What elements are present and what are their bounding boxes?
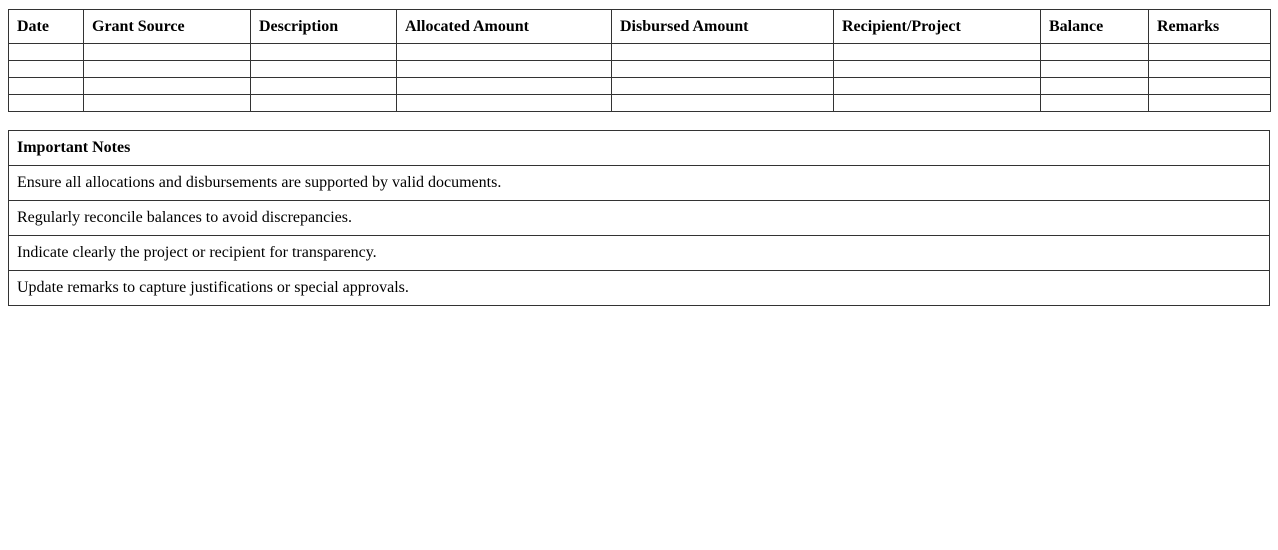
cell-balance[interactable] [1041,44,1149,61]
cell-recipient-project[interactable] [834,44,1041,61]
column-header-recipient-project: Recipient/Project [834,10,1041,44]
column-header-description: Description [251,10,397,44]
cell-allocated-amount[interactable] [397,95,612,112]
cell-recipient-project[interactable] [834,95,1041,112]
cell-date[interactable] [9,61,84,78]
column-header-balance: Balance [1041,10,1149,44]
cell-disbursed-amount[interactable] [612,44,834,61]
cell-disbursed-amount[interactable] [612,61,834,78]
column-header-disbursed-amount: Disbursed Amount [612,10,834,44]
column-header-remarks: Remarks [1149,10,1271,44]
table-row [9,95,1271,112]
cell-balance[interactable] [1041,95,1149,112]
cell-description[interactable] [251,78,397,95]
note-item: Regularly reconcile balances to avoid discrepancies. [9,201,1270,236]
cell-date[interactable] [9,44,84,61]
cell-grant-source[interactable] [84,95,251,112]
cell-remarks[interactable] [1149,78,1271,95]
note-row [9,166,1270,201]
cell-allocated-amount[interactable] [397,78,612,95]
column-header-grant-source: Grant Source [84,10,251,44]
cell-disbursed-amount[interactable] [612,95,834,112]
note-row [9,271,1270,306]
cell-remarks[interactable] [1149,95,1271,112]
note-item: Update remarks to capture justifications or special approvals. [9,271,1270,306]
notes-title: Important Notes [9,131,1270,166]
cell-allocated-amount[interactable] [397,44,612,61]
column-header-allocated-amount: Allocated Amount [397,10,612,44]
cell-description[interactable] [251,95,397,112]
cell-recipient-project[interactable] [834,61,1041,78]
important-notes-table [8,130,1270,306]
note-row [9,236,1270,271]
cell-grant-source[interactable] [84,44,251,61]
note-item: Ensure all allocations and disbursements are supported by valid documents. [9,166,1270,201]
grant-tracking-table [8,9,1271,112]
cell-allocated-amount[interactable] [397,61,612,78]
table-row [9,78,1271,95]
table-row [9,61,1271,78]
cell-balance[interactable] [1041,78,1149,95]
cell-remarks[interactable] [1149,44,1271,61]
cell-date[interactable] [9,95,84,112]
cell-description[interactable] [251,44,397,61]
note-row [9,201,1270,236]
cell-grant-source[interactable] [84,61,251,78]
header-row [9,10,1271,44]
cell-recipient-project[interactable] [834,78,1041,95]
cell-balance[interactable] [1041,61,1149,78]
cell-disbursed-amount[interactable] [612,78,834,95]
cell-description[interactable] [251,61,397,78]
cell-date[interactable] [9,78,84,95]
notes-header-row [9,131,1270,166]
table-row [9,44,1271,61]
note-item: Indicate clearly the project or recipient for transparency. [9,236,1270,271]
cell-grant-source[interactable] [84,78,251,95]
column-header-date: Date [9,10,84,44]
cell-remarks[interactable] [1149,61,1271,78]
